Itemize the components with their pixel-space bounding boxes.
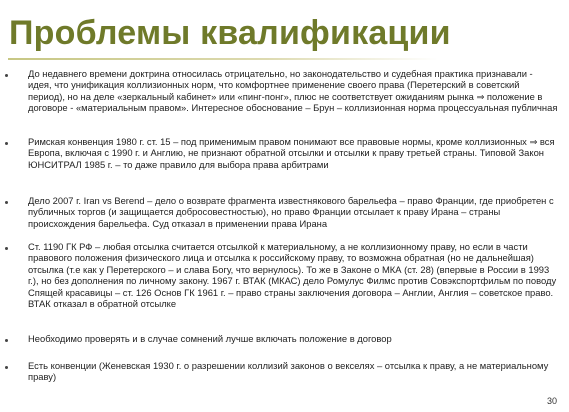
bullet-icon — [5, 74, 8, 77]
bullet-icon — [5, 201, 8, 204]
page-number: 30 — [546, 396, 557, 406]
bullet-text: До недавнего времени доктрина относилась отрицательно, но законодательство и судебная практика признавали - идея, что унификация коллизионных норм, что комфортнее применение своего права (Перетерский в советский период), но на деле «зеркальный кабинет» или «пинг-понг», плюс не соответствует ожиданиям рынка ⇒ положение в договоре - «материальным правом». Интересное обоснование – Брун – коллизионная норма процессуальная публичная — [28, 68, 558, 114]
bullet-icon — [5, 339, 8, 342]
bullet-text: Ст. 1190 ГК РФ – любая отсылка считается отсылкой к материальному, а не коллизионному праву, но если в части правового положения физического лица и отсылка к российскому праву, то возможна обратная (но не дальнейшая) отсылка (т.е как у Перетерского – и слава Богу, что вернулось). То же в Законе о МКА (ст. 28) (впервые в России в 1993 г.), но без дополнения по личному закону. 1967 г. ВТАК (МКАС) дело Ромулус Филмс против Совэкспортфильм по поводу Спящей красавицы – ст. 126 Основ ГК 1961 г. – право страны заключения договора – Англии, Англия – советское право. ВТАК отказал в обратной отсылке — [28, 241, 557, 310]
bullet-text: Дело 2007 г. Iran vs Berend – дело о возврате фрагмента известнякового барельефа – право Франции, где приобретен с публичных торгов (и защищается добросовестностью), но право Франции отсылает к праву Ирана – страны происхождения барельефа. Суд отказал в применении права Ирана — [28, 195, 554, 229]
bullet-icon — [5, 142, 8, 145]
slide-title: Проблемы квалификации — [9, 14, 451, 52]
bullet-icon — [5, 366, 8, 369]
bullet-text: Необходимо проверять и в случае сомнений лучше включать положение в договор — [28, 333, 392, 344]
title-underline — [8, 58, 438, 60]
bullet-icon — [5, 247, 8, 250]
bullet-text: Есть конвенции (Женевская 1930 г. о разрешении коллизий законов о векселях – отсылка к праву, а не материальному праву) — [28, 360, 549, 383]
bullet-text: Римская конвенция 1980 г. ст. 15 – под применимым правом понимают все правовые нормы, кроме коллизионных ⇒ вся Европа, включая с 1990 г. и Англию, не признают обратной отсылки и отсылки к праву третьей страны. Типовой Закон ЮНСИТРАЛ 1985 г. – то даже правило для выбора права арбитрами — [28, 136, 555, 170]
